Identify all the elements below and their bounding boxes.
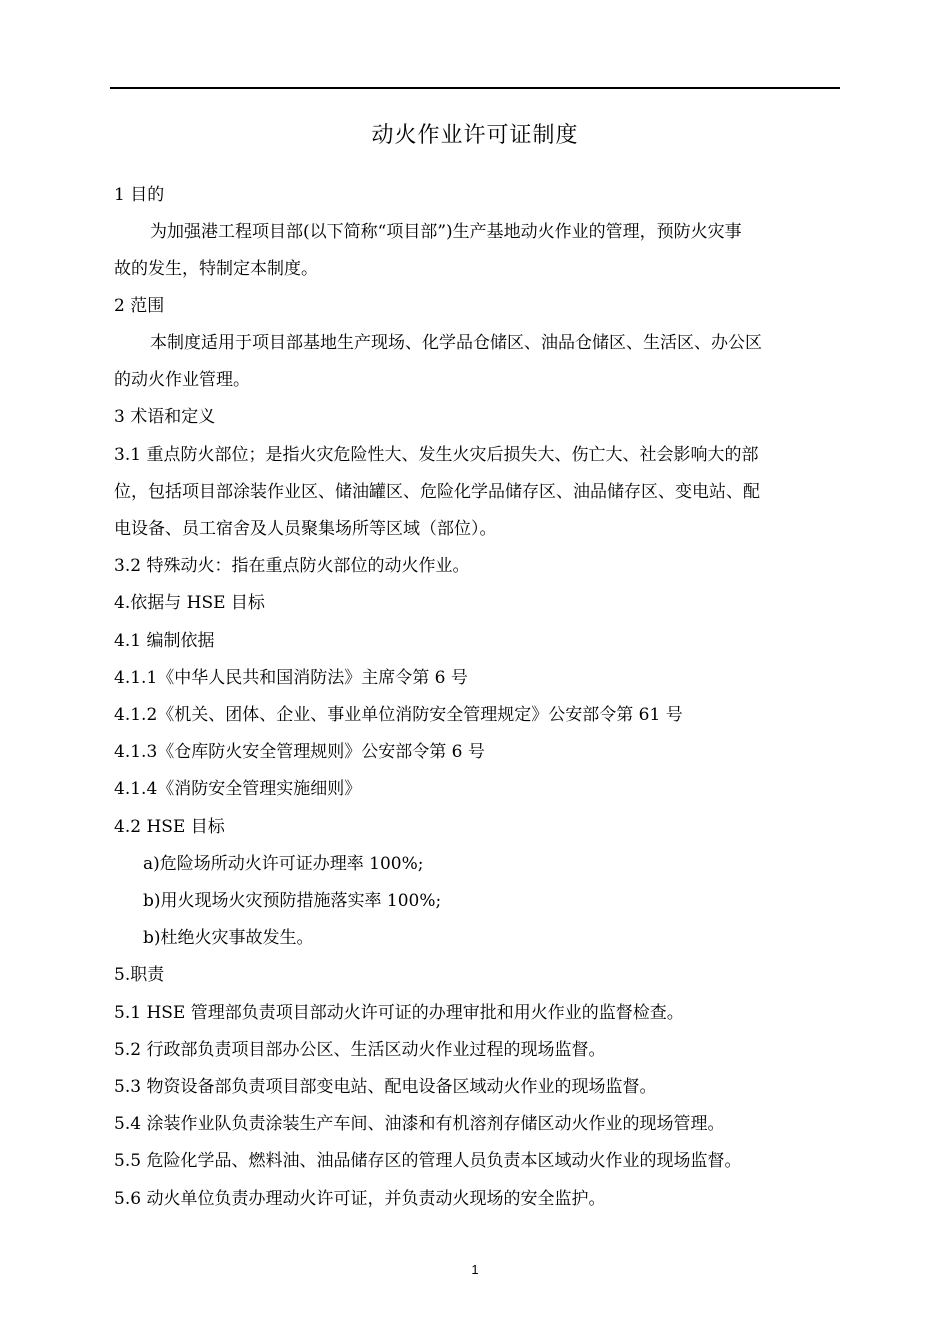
section-heading-scope: 2 范围 [114,296,165,316]
list-item: 5.1 HSE 管理部负责项目部动火许可证的办理审批和用火作业的监督检查。 [114,1003,684,1023]
list-item: 5.2 行政部负责项目部办公区、生活区动火作业过程的现场监督。 [114,1040,606,1060]
list-item: 4.1.3《仓库防火安全管理规则》公安部令第 6 号 [114,742,485,762]
section-heading-terms: 3 术语和定义 [114,407,216,427]
paragraph-line: 3.1 重点防火部位；是指火灾危险性大、发生火灾后损失大、伤亡大、社会影响大的部 [114,445,759,465]
list-item: b)杜绝火灾事故发生。 [143,928,314,948]
subsection-heading: 4.1 编制依据 [114,631,215,651]
list-item: 5.6 动火单位负责办理动火许可证，并负责动火现场的安全监护。 [114,1189,606,1209]
page-number: 1 [471,1262,479,1277]
section-heading-purpose: 1 目的 [114,185,165,205]
list-item: 4.1.2《机关、团体、企业、事业单位消防安全管理规定》公安部令第 61 号 [114,705,683,725]
document-title: 动火作业许可证制度 [371,123,579,148]
paragraph-line: 本制度适用于项目部基地生产现场、化学品仓储区、油品仓储区、生活区、办公区 [150,333,762,353]
paragraph-line: 的动火作业管理。 [114,370,250,390]
subsection-heading: 4.2 HSE 目标 [114,817,225,837]
list-item: 5.5 危险化学品、燃料油、油品储存区的管理人员负责本区域动火作业的现场监督。 [114,1151,742,1171]
list-item: 5.3 物资设备部负责项目部变电站、配电设备区域动火作业的现场监督。 [114,1077,657,1097]
paragraph-line: 电设备、员工宿舍及人员聚集场所等区域（部位）。 [114,519,497,539]
section-heading-duties: 5.职责 [114,965,165,985]
list-item: a)危险场所动火许可证办理率 100%; [143,854,424,874]
list-item: 5.4 涂装作业队负责涂装生产车间、油漆和有机溶剂存储区动火作业的现场管理。 [114,1114,725,1134]
paragraph-line: 故的发生，特制定本制度。 [114,259,318,279]
header-rule [110,87,840,89]
paragraph-line: 3.2 特殊动火：指在重点防火部位的动火作业。 [114,556,470,576]
paragraph-line: 位，包括项目部涂装作业区、储油罐区、危险化学品储存区、油品储存区、变电站、配 [114,482,760,502]
list-item: 4.1.4《消防安全管理实施细则》 [114,779,362,799]
paragraph-line: 为加强港工程项目部(以下简称“项目部”)生产基地动火作业的管理，预防火灾事 [150,222,742,242]
section-heading-basis: 4.依据与 HSE 目标 [114,593,265,613]
list-item: 4.1.1《中华人民共和国消防法》主席令第 6 号 [114,668,468,688]
list-item: b)用火现场火灾预防措施落实率 100%; [143,891,442,911]
